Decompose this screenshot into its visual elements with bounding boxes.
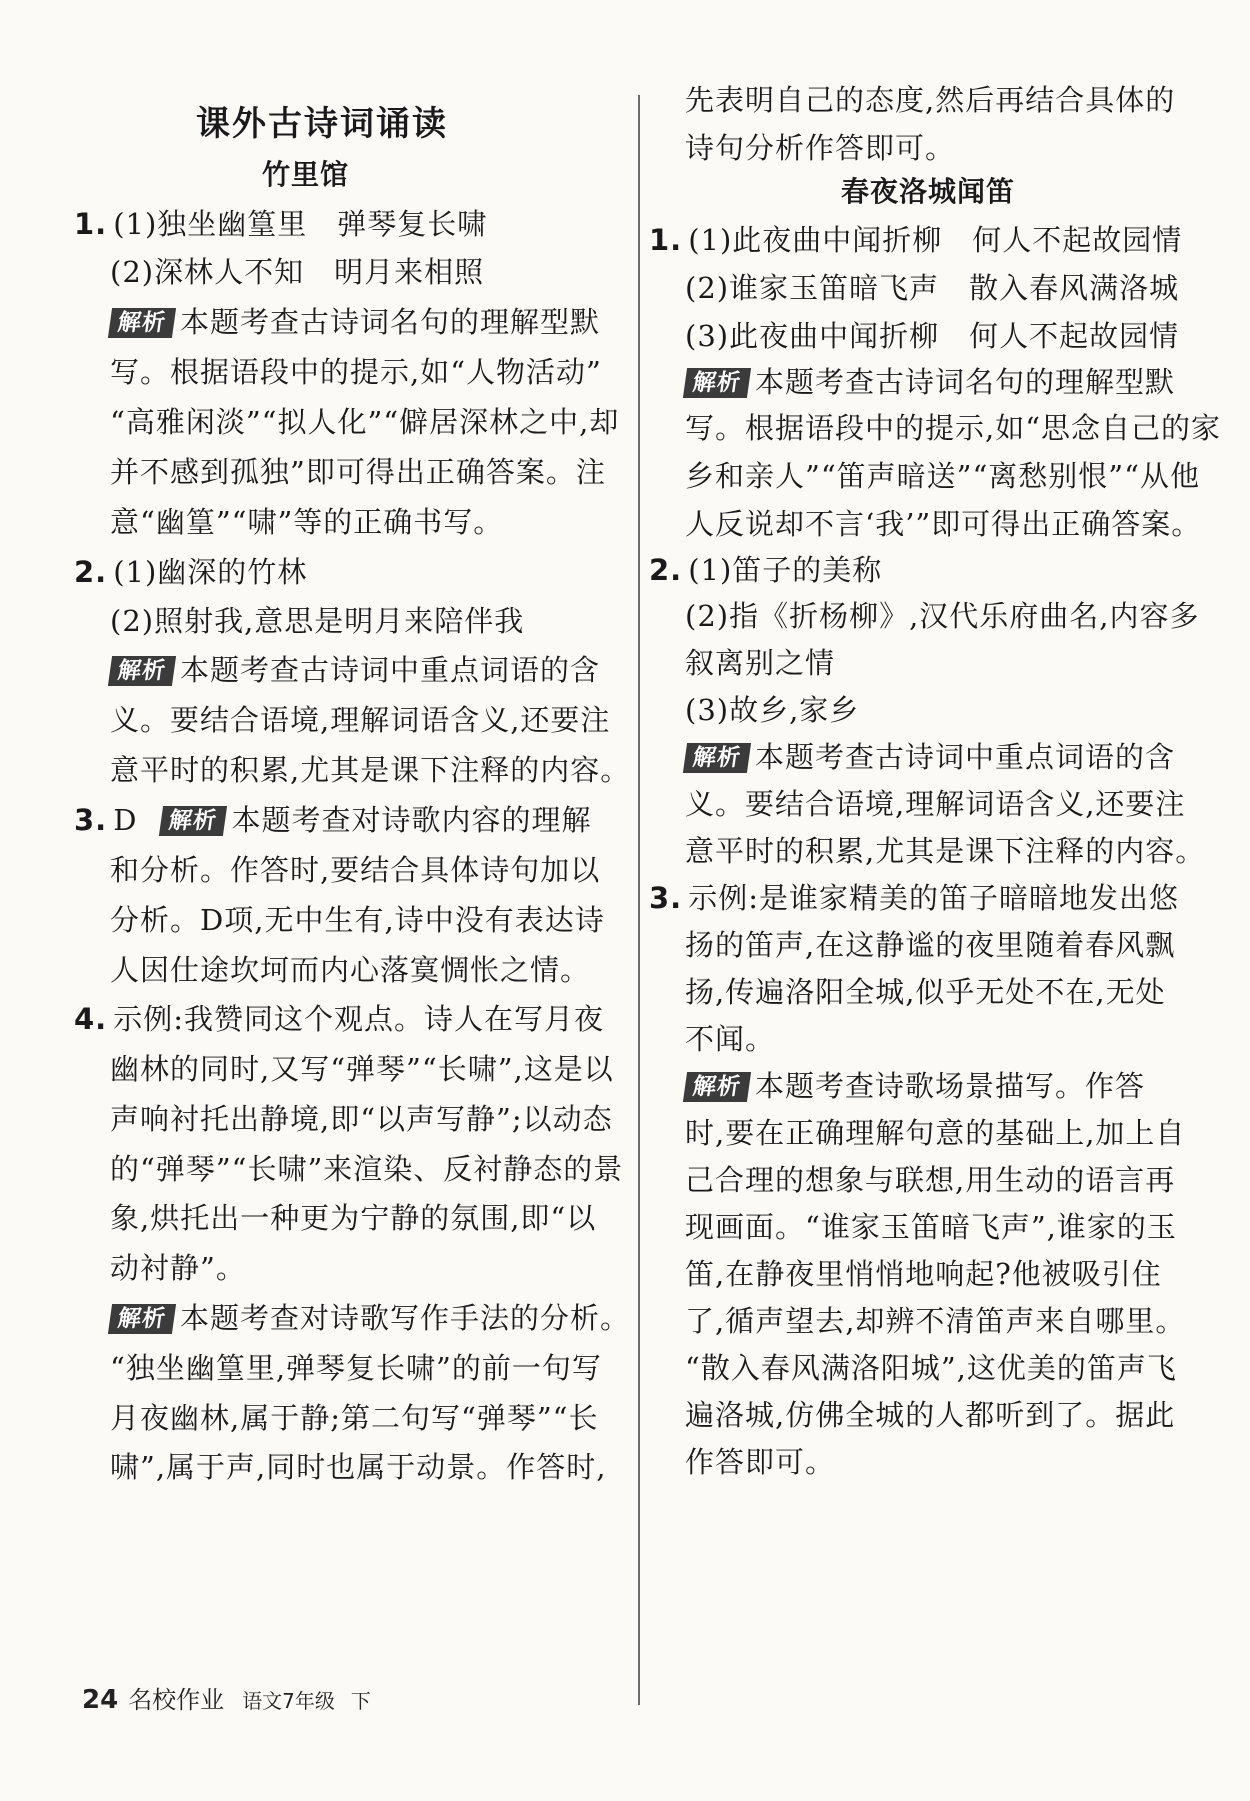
q1-analysis-line-1 xyxy=(110,302,600,342)
answer-text: (1)幽深的竹林 xyxy=(113,555,308,589)
r-q3-analysis-line-9: 作答即可。 xyxy=(685,1445,836,1479)
r-q3-analysis-line-6: 了,循声望去,却辨不清笛声来自哪里。 xyxy=(685,1304,1186,1338)
analysis-tag: 解析 xyxy=(683,1072,751,1102)
r-q3-line-2: 扬的笛声,在这静谧的夜里随着春风飘 xyxy=(685,928,1176,962)
analysis-tag: 解析 xyxy=(159,806,227,836)
analysis-tag: 解析 xyxy=(108,308,176,338)
answer-text: (1)此夜曲中闻折柳 何人不起故园情 xyxy=(688,223,1183,257)
r-q2-analysis-line-1 xyxy=(685,737,1175,777)
q4-line-2: 幽林的同时,又写“弹琴”“长啸”,这是以 xyxy=(110,1052,614,1086)
answer-text: (1)笛子的美称 xyxy=(688,553,883,587)
q3-analysis-line-3: 分析。D项,无中生有,诗中没有表达诗 xyxy=(110,903,605,937)
question-number: 3. xyxy=(74,803,108,837)
book-brand: 名校作业 xyxy=(128,1686,225,1714)
q2-analysis-line-1 xyxy=(110,650,600,690)
q2-analysis-line-2: 义。要结合语境,理解词语含义,还要注 xyxy=(110,703,611,737)
q1-line-2: (2)深林人不知 明月来相照 xyxy=(110,255,485,289)
r-q2-line-4: (3)故乡,家乡 xyxy=(685,693,860,727)
page-number: 24 xyxy=(82,1685,119,1715)
r-q3-line-1 xyxy=(649,878,1179,918)
question-number: 3. xyxy=(649,881,683,915)
volume-label: 下 xyxy=(350,1689,371,1713)
r-q3-analysis-line-7: “散入春风满洛阳城”,这优美的笛声飞 xyxy=(685,1351,1177,1385)
q4-analysis-line-1 xyxy=(110,1298,630,1338)
r-q2-analysis-line-3: 意平时的积累,尤其是课下注释的内容。 xyxy=(685,834,1206,868)
r-q1-analysis-line-4: 人反说却不言‘我’”即可得出正确答案。 xyxy=(685,507,1202,541)
analysis-tag: 解析 xyxy=(108,1304,176,1334)
q3-analysis-line-4: 人因仕途坎坷而内心落寞惆怅之情。 xyxy=(110,953,591,987)
continued-line-2: 诗句分析作答即可。 xyxy=(685,131,956,165)
answer-choice: D xyxy=(113,803,138,837)
question-number: 2. xyxy=(649,553,683,587)
question-number: 4. xyxy=(74,1002,108,1036)
q1-analysis-line-3: “高雅闲淡”“拟人化”“僻居深林之中,却 xyxy=(110,405,620,439)
q4-line-4: 的“弹琴”“长啸”来渲染、反衬静态的景 xyxy=(110,1152,624,1186)
question-number: 1. xyxy=(74,207,108,241)
q1-analysis-line-5: 意“幽篁”“啸”等的正确书写。 xyxy=(110,505,504,539)
analysis-text: 本题考查对诗歌内容的理解 xyxy=(231,803,592,837)
q1-analysis-line-2: 写。根据语段中的提示,如“人物活动” xyxy=(110,355,602,389)
answer-text: 示例:是谁家精美的笛子暗暗地发出悠 xyxy=(688,881,1179,915)
r-q3-analysis-line-1 xyxy=(685,1066,1145,1106)
analysis-tag: 解析 xyxy=(683,368,751,398)
q4-line-1 xyxy=(74,999,604,1039)
r-q2-line-3: 叙离别之情 xyxy=(685,646,836,680)
answer-text: 示例:我赞同这个观点。诗人在写月夜 xyxy=(113,1002,604,1036)
r-q1-analysis-line-2: 写。根据语段中的提示,如“思念自己的家 xyxy=(685,411,1222,445)
r-q3-analysis-line-3: 己合理的想象与联想,用生动的语言再 xyxy=(685,1163,1176,1197)
r-q1-analysis-line-3: 乡和亲人”“笛声暗送”“离愁别恨”“从他 xyxy=(685,459,1200,493)
analysis-text: 本题考查古诗词中重点词语的含 xyxy=(755,740,1176,774)
r-q3-line-4: 不闻。 xyxy=(685,1022,776,1056)
q2-line-2: (2)照射我,意思是明月来陪伴我 xyxy=(110,604,525,638)
q4-line-3: 声响衬托出静境,即“以声写静”;以动态 xyxy=(110,1102,613,1136)
question-number: 1. xyxy=(649,223,683,257)
r-q1-line-2: (2)谁家玉笛暗飞声 散入春风满洛城 xyxy=(685,271,1180,305)
q1-analysis-line-4: 并不感到孤独”即可得出正确答案。注 xyxy=(110,455,606,489)
r-q3-analysis-line-4: 现画面。“谁家玉笛暗飞声”,谁家的玉 xyxy=(685,1210,1177,1244)
r-q2-line-2: (2)指《折杨柳》,汉代乐府曲名,内容多 xyxy=(685,599,1200,633)
page-footer xyxy=(82,1680,371,1715)
question-number: 2. xyxy=(74,555,108,589)
r-q3-analysis-line-5: 笛,在静夜里悄悄地响起?他被吸引住 xyxy=(685,1257,1162,1291)
answer-text: (1)独坐幽篁里 弹琴复长啸 xyxy=(113,207,488,241)
analysis-text: 本题考查古诗词中重点词语的含 xyxy=(180,653,601,687)
r-q1-line-3: (3)此夜曲中闻折柳 何人不起故园情 xyxy=(685,319,1180,353)
r-q2-line-1 xyxy=(649,550,882,590)
subject-grade: 语文7年级 xyxy=(242,1689,335,1713)
r-q3-analysis-line-2: 时,要在正确理解句意的基础上,加上自 xyxy=(685,1116,1186,1150)
analysis-text: 本题考查古诗词名句的理解型默 xyxy=(180,305,601,339)
q2-line-1 xyxy=(74,552,307,592)
analysis-text: 本题考查诗歌场景描写。作答 xyxy=(755,1069,1146,1103)
q3-line-1 xyxy=(74,800,591,840)
poem-title-chunye: 春夜洛城闻笛 xyxy=(841,175,1016,208)
analysis-tag: 解析 xyxy=(683,743,751,773)
q4-line-5: 象,烘托出一种更为宁静的氛围,即“以 xyxy=(110,1201,597,1235)
analysis-tag: 解析 xyxy=(108,656,176,686)
q4-line-6: 动衬静”。 xyxy=(110,1251,246,1285)
analysis-text: 本题考查古诗词名句的理解型默 xyxy=(755,365,1176,399)
r-q2-analysis-line-2: 义。要结合语境,理解词语含义,还要注 xyxy=(685,787,1186,821)
q1-line-1 xyxy=(74,204,487,244)
q4-analysis-line-3: 月夜幽林,属于静;第二句写“弹琴”“长 xyxy=(110,1401,599,1435)
q4-analysis-line-2: “独坐幽篁里,弹琴复长啸”的前一句写 xyxy=(110,1351,602,1385)
q2-analysis-line-3: 意平时的积累,尤其是课下注释的内容。 xyxy=(110,753,631,787)
analysis-text: 本题考查对诗歌写作手法的分析。 xyxy=(180,1301,631,1335)
r-q3-line-3: 扬,传遍洛阳全城,似乎无处不在,无处 xyxy=(685,975,1166,1009)
r-q3-analysis-line-8: 遍洛城,仿佛全城的人都听到了。据此 xyxy=(685,1398,1176,1432)
page-title: 课外古诗词诵读 xyxy=(196,104,448,144)
continued-line-1: 先表明自己的态度,然后再结合具体的 xyxy=(685,83,1176,117)
q3-analysis-line-2: 和分析。作答时,要结合具体诗句加以 xyxy=(110,853,601,887)
column-divider xyxy=(638,95,640,1705)
q4-analysis-line-4: 啸”,属于声,同时也属于动景。作答时, xyxy=(110,1450,607,1484)
poem-title-zhuliguan: 竹里馆 xyxy=(262,158,350,191)
r-q1-line-1 xyxy=(649,220,1182,260)
r-q1-analysis-line-1 xyxy=(685,362,1175,402)
